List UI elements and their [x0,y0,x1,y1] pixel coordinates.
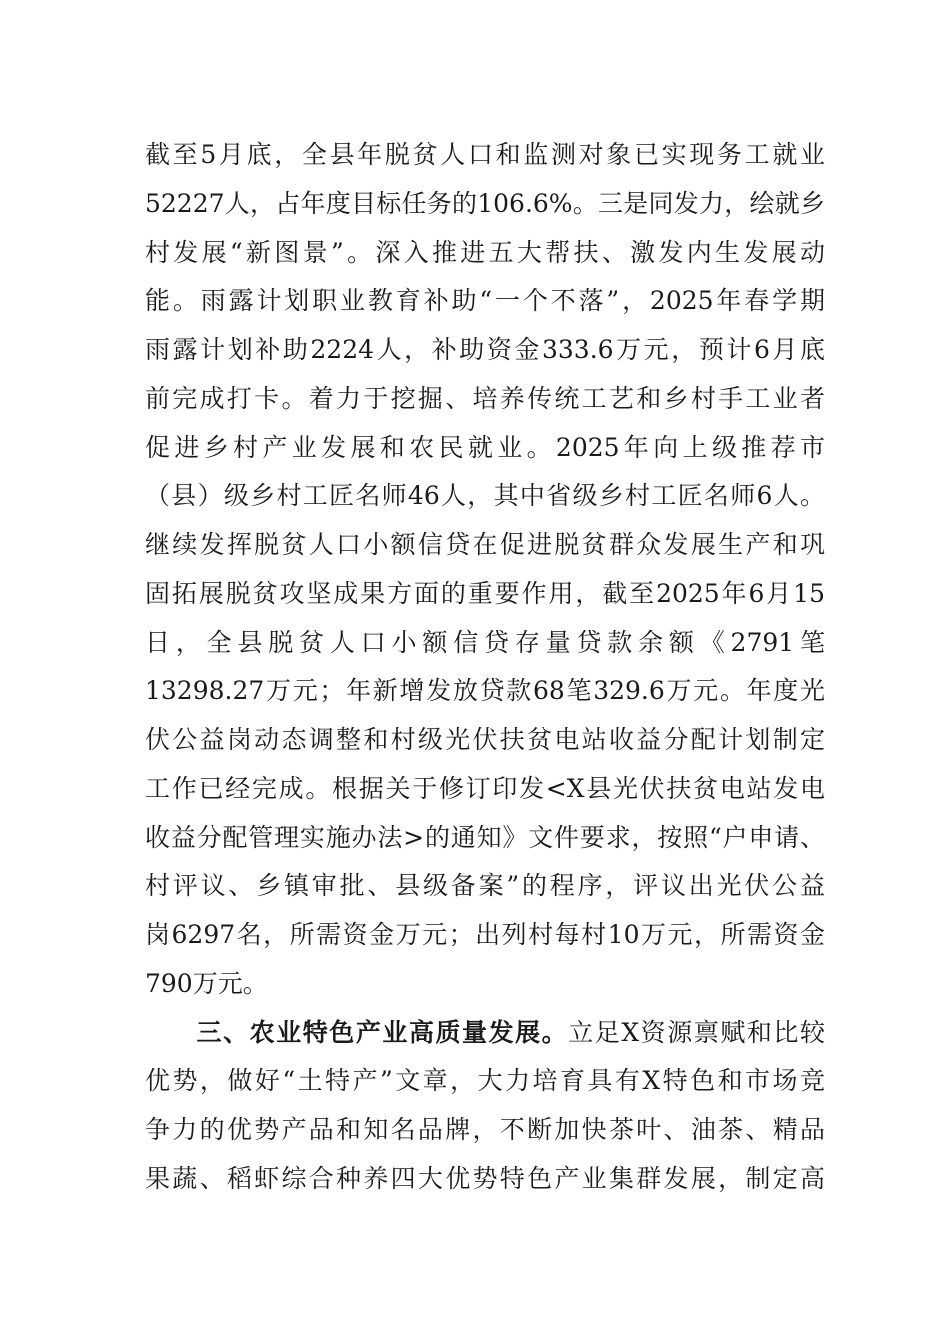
text-line: 固拓展脱贫攻坚成果方面的重要作用，截至2025年6月15 [145,578,825,608]
text-line: 52227人，占年度目标任务的106.6%。三是同发力，绘就乡 [145,188,825,218]
text-line: 村评议、乡镇审批、县级备案”的程序，评议出光伏公益 [145,871,825,901]
text-line: 岗6297名，所需资金万元；出列村每村10万元，所需资金 [145,920,825,949]
text-line: 工作已经完成。根据关于修订印发<X县光伏扶贫电站发电 [145,773,825,803]
text-line-first [145,1009,825,1058]
paragraph-agriculture [145,1009,825,1204]
document-body [145,131,825,1204]
text-line: 促进乡村产业发展和农民就业。2025年向上级推荐市 [145,432,825,462]
text-line: 优势，做好“土特产”文章，大力培育具有X特色和市场竞 [145,1066,825,1096]
text-line: 村发展“新图景”。深入推进五大帮扶、激发内生发展动 [145,237,825,267]
text-line: 果蔬、稻虾综合种养四大优势特色产业集群发展，制定高 [145,1163,825,1193]
paragraph-poverty-alleviation [145,131,825,1009]
heading-line-text: 立足X资源禀赋和比较 [568,1017,825,1047]
text-line: 前完成打卡。着力于挖掘、培养传统工艺和乡村手工业者 [145,383,825,413]
text-line: 继续发挥脱贫人口小额信贷在促进脱贫群众发展生产和巩 [145,530,825,559]
text-line: 790万元。 [145,968,268,998]
text-line: 能。雨露计划职业教育补助“一个不落”，2025年春学期 [145,286,825,316]
text-line: 截至5月底，全县年脱贫人口和监测对象已实现务工就业 [145,140,825,169]
text-line: 日，全县脱贫人口小额信贷存量贷款余额《2791笔 [145,627,825,657]
text-line: （县）级乡村工匠名师46人，其中省级乡村工匠名师6人。 [145,481,825,511]
text-line: 13298.27万元；年新增发放贷款68笔329.6万元。年度光 [145,676,825,706]
text-line: 争力的优势产品和知名品牌，不断加快茶叶、油茶、精品 [145,1115,825,1144]
section-heading: 三、农业特色产业高质量发展。 [195,1017,569,1047]
text-line: 雨露计划补助2224人，补助资金333.6万元，预计6月底 [145,335,825,364]
text-line: 伏公益岗动态调整和村级光伏扶贫电站收益分配计划制定 [145,725,825,754]
text-line: 收益分配管理实施办法>的通知》文件要求，按照“户申请、 [145,822,825,852]
